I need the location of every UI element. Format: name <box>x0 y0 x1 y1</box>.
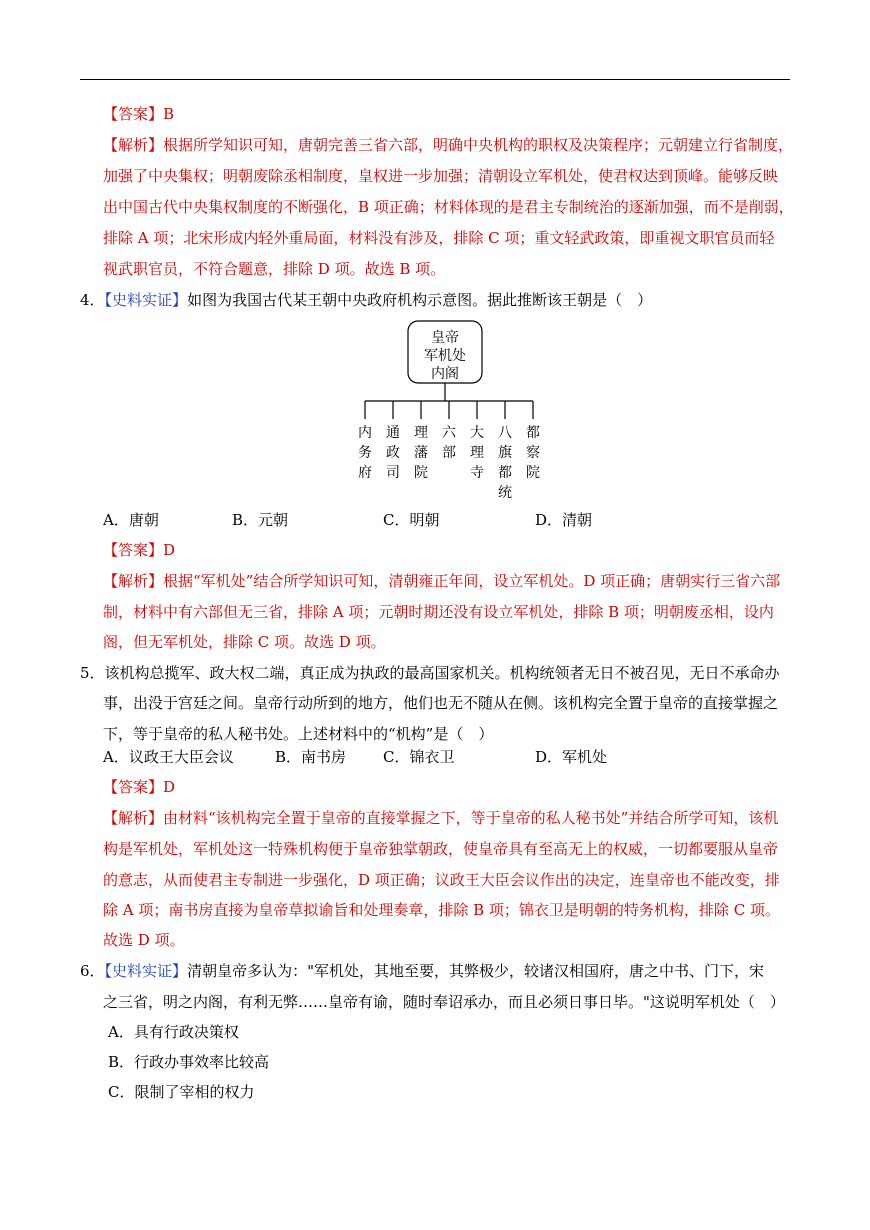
q4-number: 4． <box>80 291 105 309</box>
q4-option-b[interactable]: B．元朝 <box>232 511 289 529</box>
q3-analysis-line-1: 【解析】根据所学知识可知，唐朝完善三省六部，明确中央机构的职权及决策程序；元朝建立行省制度， <box>103 136 794 154</box>
q5-stem-line-1 <box>80 663 780 683</box>
q3-analysis-line-3: 出中国古代中央集权制度的不断强化，B 项正确；材料体现的是君主专制统治的逐渐加强，而不是削弱， <box>103 198 794 216</box>
q4-stem <box>80 290 652 310</box>
q5-analysis-line-3: 的意志，从而使君主专制进一步强化，D 项正确；议政王大臣会议作出的决定，连皇帝也不能改变，排 <box>103 871 780 889</box>
q6-stem-text-1: 清朝皇帝多认为："军机处，其地至要，其弊极少，较诸汉相国府，唐之中书、门下，宋 <box>187 962 764 980</box>
q5-analysis-line-4: 除 A 项；南书房直接为皇帝草拟谕旨和处理奏章，排除 B 项；锦衣卫是明朝的特务机构，排除 C 项。 <box>103 901 780 919</box>
q4-answer: 【答案】D <box>103 541 176 559</box>
q4-tag: 【史料实证】 <box>104 291 188 309</box>
q5-number: 5． <box>80 664 105 682</box>
q5-option-c[interactable]: C．锦衣卫 <box>383 748 455 766</box>
q6-option-a[interactable]: A．具有行政决策权 <box>108 1023 239 1041</box>
branch-label-2: 通政司 <box>386 425 400 481</box>
q4-org-diagram <box>340 315 550 505</box>
q6-option-c[interactable]: C．限制了宰相的权力 <box>108 1083 255 1101</box>
q4-option-d[interactable]: D．清朝 <box>535 511 593 529</box>
branch-label-5: 大理寺 <box>470 425 484 481</box>
q5-answer: 【答案】D <box>103 778 176 796</box>
q4-analysis-line-1: 【解析】根据“军机处”结合所学知识可知，清朝雍正年间，设立军机处。D 项正确；唐朝实行三省六部 <box>103 572 781 590</box>
branch-label-4: 六部 <box>442 425 456 461</box>
q5-stem-text-1: 该机构总揽军、政大权二端，真正成为执政的最高国家机关。机构统领者无日不被召见，无日不承命办 <box>104 664 780 682</box>
q6-stem-line-1 <box>80 961 764 981</box>
branch-label-1: 内务府 <box>358 425 372 481</box>
q5-option-b[interactable]: B．南书房 <box>275 748 347 766</box>
q5-option-d[interactable]: D．军机处 <box>535 748 608 766</box>
q6-tag: 【史料实证】 <box>104 962 188 980</box>
q5-analysis-line-1: 【解析】由材料“该机构完全置于皇帝的直接掌握之下，等于皇帝的私人秘书处”并结合所学可知，该机 <box>103 809 779 827</box>
header-rule <box>80 79 790 80</box>
q4-option-c[interactable]: C．明朝 <box>383 511 440 529</box>
q3-analysis-line-4: 排除 A 项；北宋形成内轻外重局面，材料没有涉及，排除 C 项；重文轻武政策，即重视文职官员而轻 <box>103 229 775 247</box>
q5-stem-line-2: 事，出没于宫廷之间。皇帝行动所到的地方，他们也无不随从在侧。该机构完全置于皇帝的直接掌握之 <box>103 694 779 712</box>
top-box-line-2: 军机处 <box>424 348 466 364</box>
q5-analysis-line-2: 构是军机处，军机处这一特殊机构便于皇帝独掌朝政，使皇帝具有至高无上的权威，一切都要服从皇帝 <box>103 840 779 858</box>
q5-option-a[interactable]: A．议政王大臣会议 <box>103 748 234 766</box>
branch-label-3: 理藩院 <box>414 425 428 481</box>
q3-answer: 【答案】B <box>103 105 175 123</box>
q6-option-b[interactable]: B．行政办事效率比较高 <box>108 1053 270 1071</box>
q4-analysis-line-3: 阁，但无军机处，排除 C 项。故选 D 项。 <box>103 633 386 651</box>
q5-stem-line-3: 下，等于皇帝的私人秘书处。上述材料中的“机构”是（ ） <box>103 725 494 743</box>
q6-number: 6． <box>80 962 105 980</box>
top-box-line-3: 内阁 <box>431 366 459 382</box>
q4-stem-text: 如图为我国古代某王朝中央政府机构示意图。据此推断该王朝是（ ） <box>187 291 653 309</box>
q3-analysis-line-5: 视武职官员，不符合题意，排除 D 项。故选 B 项。 <box>103 260 446 278</box>
q4-option-a[interactable]: A．唐朝 <box>103 511 159 529</box>
q5-analysis-line-5: 故选 D 项。 <box>103 931 185 949</box>
branch-label-6: 八旗都统 <box>498 425 512 501</box>
branch-label-7: 都察院 <box>526 425 540 481</box>
q3-analysis-line-2: 加强了中央集权；明朝废除丞相制度，皇权进一步加强；清朝设立军机处，使君权达到顶峰。能够反映 <box>103 167 779 185</box>
top-box-line-1: 皇帝 <box>431 330 459 346</box>
q4-analysis-line-2: 制，材料中有六部但无三省，排除 A 项；元朝时期还没有设立军机处，排除 B 项；明朝废丞相，设内 <box>103 603 774 621</box>
q6-stem-line-2: 之三省，明之内阁，有利无弊……皇帝有谕，随时奉诏承办，而且必须日事日毕。"这说明军机处（ ） <box>103 993 785 1011</box>
